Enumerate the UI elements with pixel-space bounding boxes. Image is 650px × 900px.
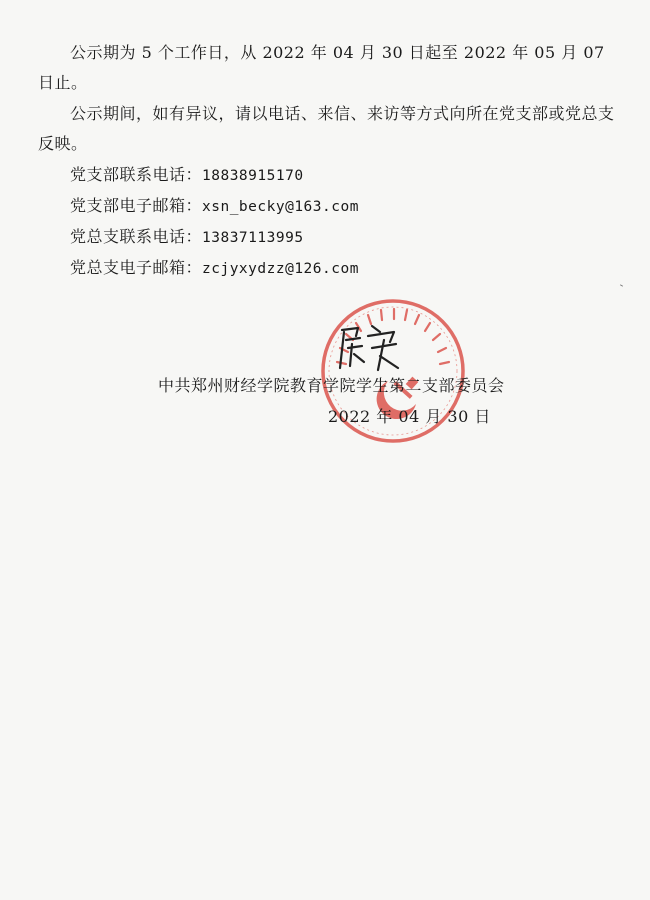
- general-branch-phone-value: 13837113995: [202, 230, 304, 246]
- branch-phone-value: 18838915170: [202, 168, 304, 184]
- general-branch-phone-line: [70, 222, 304, 253]
- branch-phone-line: [70, 160, 304, 191]
- general-branch-email-line: [70, 253, 359, 284]
- objection-paragraph: 公示期间，如有异议，请以电话、来信、来访等方式向所在党支部或党总支反映。: [38, 104, 615, 153]
- branch-email-label: 党支部电子邮箱：: [70, 196, 203, 215]
- general-branch-phone-label: 党总支联系电话：: [70, 227, 203, 246]
- branch-phone-label: 党支部联系电话：: [70, 165, 203, 184]
- general-branch-email-label: 党总支电子邮箱：: [70, 258, 203, 277]
- branch-email-line: [70, 191, 359, 222]
- issuing-organization: 中共郑州财经学院教育学院学生第二支部委员会: [158, 376, 505, 395]
- branch-email-value: xsn_becky@163.com: [202, 199, 359, 215]
- notice-period-paragraph: 公示期为 5 个工作日，从 2022 年 04 月 30 日起至 2022 年 05 月 07 日止。: [38, 43, 605, 92]
- scan-speck: [620, 284, 623, 286]
- general-branch-email-value: zcjyxydzz@126.com: [202, 261, 359, 277]
- handwritten-signature: [332, 318, 412, 378]
- issue-date: 2022 年 04 月 30 日: [328, 407, 491, 426]
